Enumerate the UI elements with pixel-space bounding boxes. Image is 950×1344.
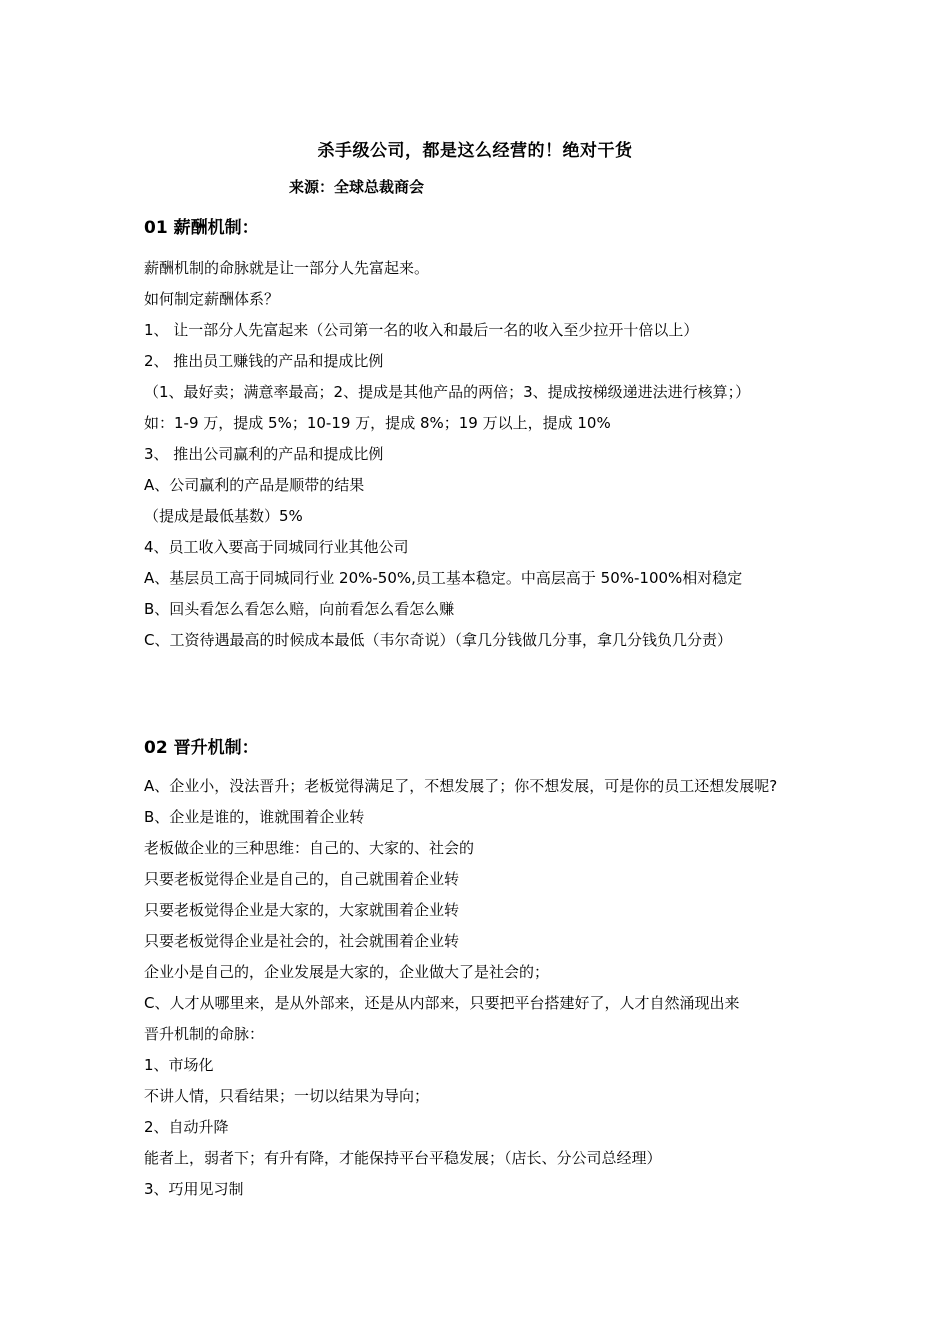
paragraph-line: 3、 推出公司赢利的产品和提成比例 (144, 445, 384, 463)
paragraph-line: 只要老板觉得企业是社会的，社会就围着企业转 (144, 932, 460, 950)
paragraph-line: 2、 推出员工赚钱的产品和提成比例 (144, 352, 384, 370)
paragraph-line: 能者上，弱者下；有升有降，才能保持平台平稳发展；（店长、分公司总经理） (144, 1149, 662, 1167)
paragraph-line: B、企业是谁的，谁就围着企业转 (144, 808, 365, 826)
paragraph-line: C、工资待遇最高的时候成本最低（韦尔奇说）（拿几分钱做几分事，拿几分钱负几分责） (144, 631, 732, 649)
section-body-salary (144, 253, 834, 656)
page-title: 杀手级公司，都是这么经营的！绝对干货 (317, 141, 633, 161)
paragraph-line: 3、巧用见习制 (144, 1180, 244, 1198)
paragraph-line: B、回头看怎么看怎么赔，向前看怎么看怎么赚 (144, 600, 455, 618)
paragraph-line: 1、 让一部分人先富起来（公司第一名的收入和最后一名的收入至少拉开十倍以上） (144, 321, 699, 339)
paragraph-line: （提成是最低基数）5% (144, 507, 303, 525)
paragraph-line: 如何制定薪酬体系？ (144, 290, 280, 308)
paragraph-line: A、基层员工高于同城同行业 20%-50%,员工基本稳定。中高层高于 50%-100%相对稳定 (144, 569, 743, 587)
paragraph-line: 不讲人情，只看结果；一切以结果为导向； (144, 1087, 430, 1105)
paragraph-line: 2、自动升降 (144, 1118, 229, 1136)
paragraph-line: 只要老板觉得企业是大家的，大家就围着企业转 (144, 901, 460, 919)
paragraph-line: 4、员工收入要高于同城同行业其他公司 (144, 538, 409, 556)
paragraph-line: 只要老板觉得企业是自己的，自己就围着企业转 (144, 870, 460, 888)
paragraph-line: A、公司赢利的产品是顺带的结果 (144, 476, 365, 494)
section-body-promotion (144, 771, 834, 1205)
paragraph-line: （1、最好卖；满意率最高；2、提成是其他产品的两倍；3、提成按梯级递进法进行核算；） (144, 383, 751, 401)
paragraph-line: A、企业小，没法晋升；老板觉得满足了，不想发展了；你不想发展，可是你的员工还想发展呢? (144, 777, 778, 795)
paragraph-line: 企业小是自己的，企业发展是大家的，企业做大了是社会的； (144, 963, 550, 981)
section-heading-salary: 01 薪酬机制： (144, 218, 259, 238)
paragraph-line: C、人才从哪里来，是从外部来，还是从内部来，只要把平台搭建好了，人才自然涌现出来 (144, 994, 740, 1012)
paragraph-line: 如：1-9 万，提成 5%；10-19 万，提成 8%；19 万以上，提成 10% (144, 414, 611, 432)
section-heading-promotion: 02 晋升机制： (144, 738, 259, 758)
source-line: 来源：全球总裁商会 (289, 178, 425, 196)
paragraph-line: 1、市场化 (144, 1056, 214, 1074)
paragraph-line: 老板做企业的三种思维：自己的、大家的、社会的 (144, 839, 475, 857)
paragraph-line: 晋升机制的命脉： (144, 1025, 265, 1043)
paragraph-line: 薪酬机制的命脉就是让一部分人先富起来。 (144, 259, 430, 277)
